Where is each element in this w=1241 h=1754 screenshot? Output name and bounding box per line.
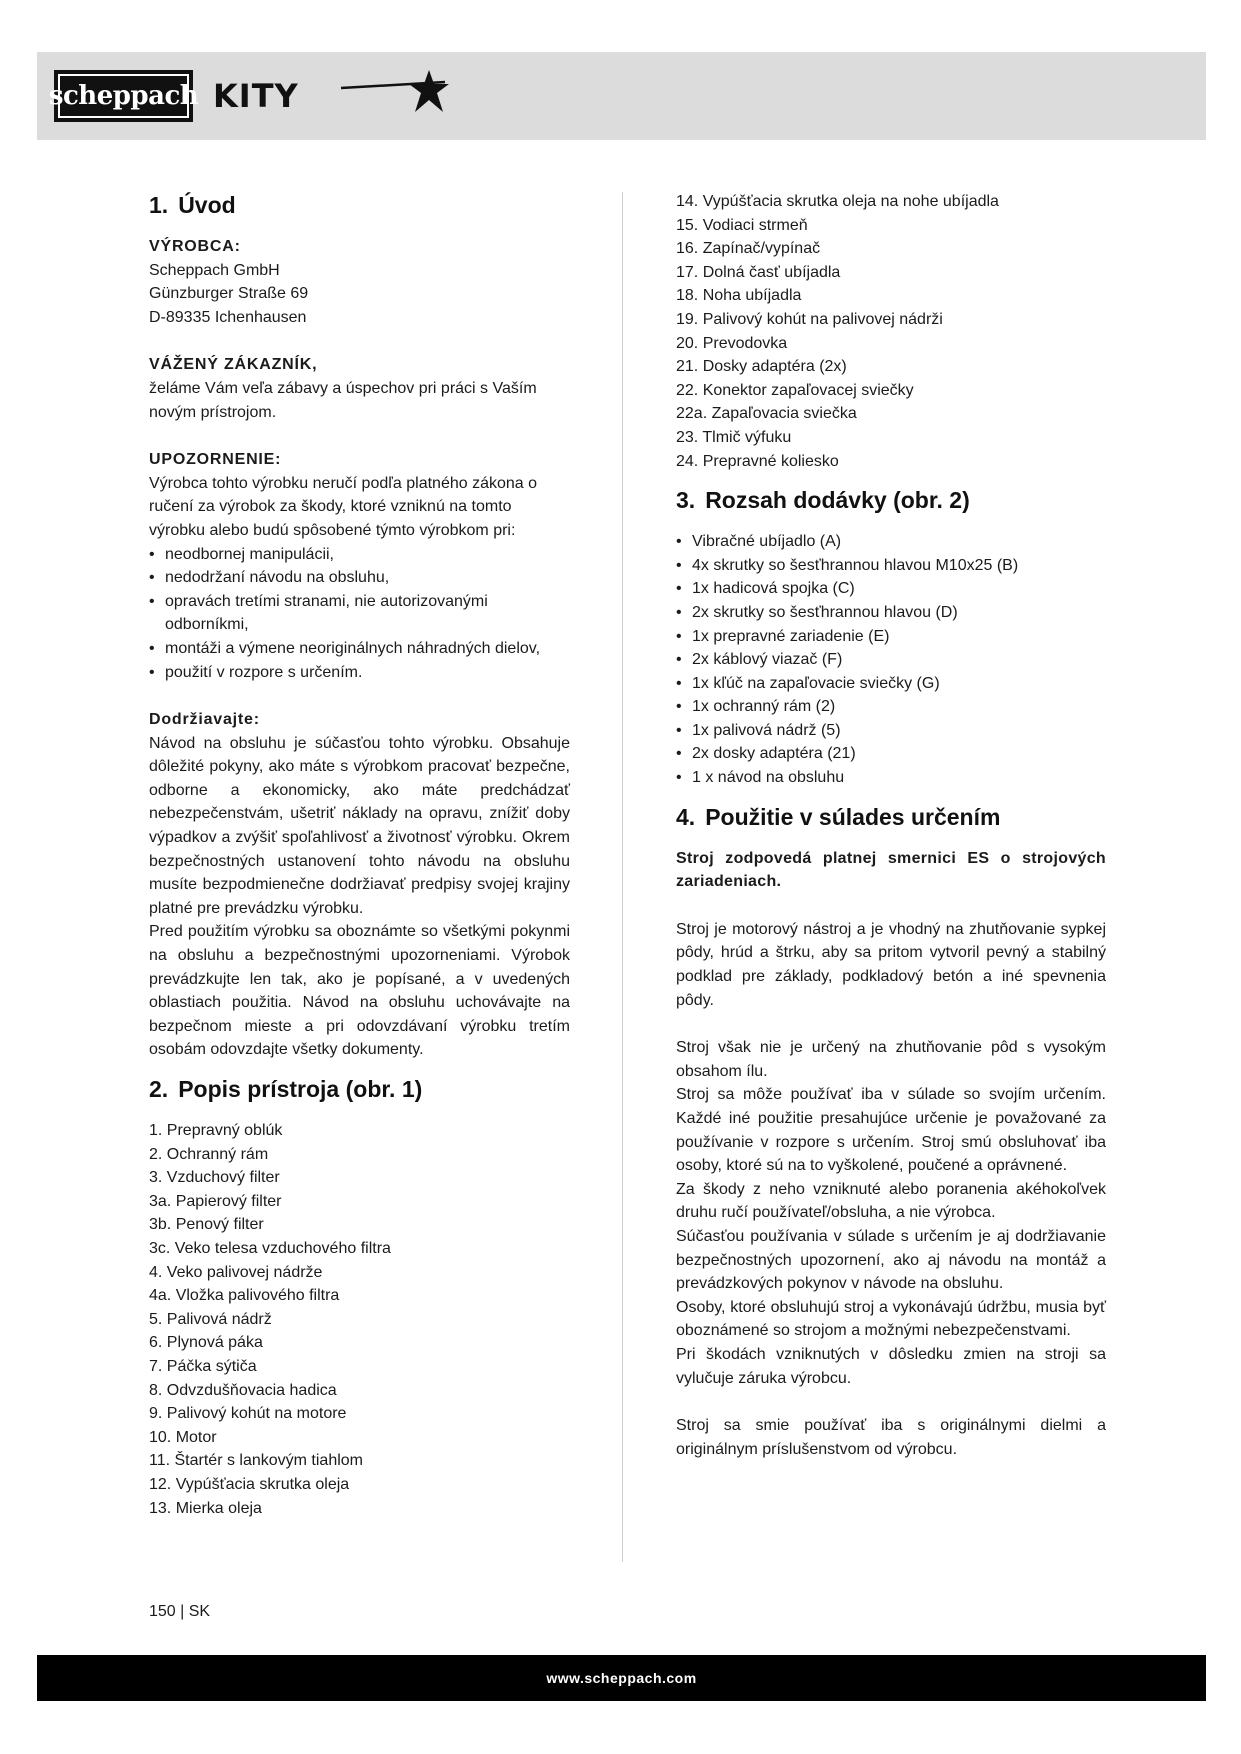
left-column [149,190,570,1520]
list-item: 23. Tlmič výfuku [676,428,792,446]
section-3-number: 3. [676,487,696,514]
kity-logo-text: KITY [213,77,299,115]
list-item: 16. Zapínač/vypínač [676,240,821,258]
section-4-number: 4. [676,803,696,830]
list-item: • 1 x návod na obsluhu [676,766,1106,790]
section-4-title: Použitie v súlades určením [705,803,1001,830]
list-item: • 1x ochranný rám (2) [676,695,1106,719]
list-item: 13. Mierka oleja [149,1499,262,1517]
section-4-paragraph: Súčasťou používania v súlade s určením je aj dodržiavanie bezpečnostných upozornení, ako aj návodu na montáž a prevádzkových pokynov v návode na obsluhu. [676,1227,1106,1293]
notice-text: Výrobca tohto výrobku neručí podľa platného zákona o ručení za výrobok za škody, ktoré vzniknú na tomto výrobku alebo budú spôsobené týmto výrobkom pri: [149,474,538,539]
section-2-heading [149,1074,570,1104]
observe-label: Dodržiavajte: [149,711,260,729]
list-item: 3c. Veko telesa vzduchového filtra [149,1239,391,1257]
section-4-paragraph: Osoby, ktoré obsluhujú stroj a vykonávajú údržbu, musia byť oboznámené so strojom a možnými nebezpečenstvami. [676,1298,1106,1340]
woodstar-logo [337,66,467,122]
list-item: 22a. Zapaľovacia sviečka [676,405,857,423]
list-item: • montáži a výmene neoriginálnych náhradných dielov, [149,637,570,661]
list-item: • Vibračné ubíjadlo (A) [676,530,1106,554]
list-item: 21. Dosky adaptéra (2x) [676,358,847,376]
parts-list-right [676,190,1106,473]
header-bar [37,52,1206,140]
manufacturer-label: VÝROBCA: [149,238,241,255]
list-item: 7. Páčka sýtiča [149,1357,257,1375]
manufacturer-line: D-89335 Ichenhausen [149,308,307,326]
section-1-heading [149,190,570,220]
list-item: 4a. Vložka palivového filtra [149,1287,340,1305]
list-item: 5. Palivová nádrž [149,1310,272,1328]
list-item: • 1x kľúč na zapaľovacie sviečky (G) [676,672,1106,696]
column-divider [622,192,623,1562]
list-item: • 1x prepravné zariadenie (E) [676,625,1106,649]
right-column [676,190,1106,1461]
manufacturer-line: Scheppach GmbH [149,261,280,279]
list-item: 15. Vodiaci strmeň [676,216,808,234]
kity-logo [213,72,299,120]
list-item: 11. Štartér s lankovým tiahlom [149,1452,364,1470]
section-4-paragraph: Stroj sa môže používať iba v súlade so svojím určením. Každé iné použitie presahujúce určenie je považované za používanie v rozpore s určením. Stroj smú obsluhovať iba osoby, ktoré sú na to vyškolené, poučené a oprávnené. [676,1086,1106,1175]
section-4-paragraph: Stroj je motorový nástroj a je vhodný na zhutňovanie sypkej pôdy, hrúd a štrku, aby sa pritom vytvoril pevný a stabilný podklad pre základy, podkladový betón a iné spevnenia pôdy. [676,920,1106,1009]
list-item: • 2x skrutky so šesťhrannou hlavou (D) [676,601,1106,625]
woodstar-star-icon [337,66,467,122]
list-item: 20. Prevodovka [676,334,788,352]
section-2-title: Popis prístroja (obr. 1) [178,1076,423,1102]
section-3-title: Rozsah dodávky (obr. 2) [705,487,970,514]
list-item: 18. Noha ubíjadla [676,287,802,305]
section-4-heading [676,802,1106,832]
delivery-list [676,530,1106,790]
list-item: • neodbornej manipulácii, [149,543,570,567]
list-item: 22. Konektor zapaľovacej sviečky [676,381,914,399]
customer-text: želáme Vám veľa zábavy a úspechov pri práci s Vaším novým prístrojom. [149,379,537,421]
section-1-title: Úvod [178,192,236,218]
list-item: 3. Vzduchový filter [149,1169,280,1187]
list-item: • 4x skrutky so šesťhrannou hlavou M10x25 (B) [676,554,1106,578]
notice-label: UPOZORNENIE: [149,451,282,469]
scheppach-logo [48,70,199,122]
list-item: 3b. Penový filter [149,1216,264,1234]
website-link[interactable]: www.scheppach.com [546,1670,697,1686]
list-item: • 1x hadicová spojka (C) [676,577,1106,601]
list-item: • 2x káblový viazač (F) [676,648,1106,672]
manufacturer-line: Günzburger Straße 69 [149,285,309,303]
list-item: • opravách tretími stranami, nie autorizovanými odborníkmi, [149,590,570,637]
parts-list-left [149,1119,570,1520]
list-item: 8. Odvzdušňovacia hadica [149,1381,337,1399]
list-item: 14. Vypúšťacia skrutka oleja na nohe ubíjadla [676,193,999,210]
observe-text: Pred použitím výrobku sa oboznámte so všetkými pokynmi na obsluhu a bezpečnostnými upozorneniami. Výrobok prevádzkujte len tak, ako je popísané, a v uvedených oblastiach použitia. Návod na obsluhu uchovávajte na bezpečnom mieste a pri odovzdávaní výrobku tretím osobám odovzdajte všetky dokumenty. [149,923,570,1059]
list-item: 17. Dolná časť ubíjadla [676,263,841,281]
section-4-paragraph: Stroj sa smie používať iba s originálnymi dielmi a originálnym príslušenstvom od výrobcu. [676,1417,1106,1458]
section-3-heading [676,485,1106,515]
customer-label: VÁŽENÝ ZÁKAZNÍK, [149,356,318,374]
list-item: 2. Ochranný rám [149,1145,269,1163]
list-item: 19. Palivový kohút na palivovej nádrži [676,310,943,328]
list-item: • 2x dosky adaptéra (21) [676,742,1106,766]
section-4-paragraph: Pri škodách vzniknutých v dôsledku zmien na stroji sa vylučuje záruka výrobcu. [676,1345,1106,1387]
list-item: 10. Motor [149,1428,217,1446]
list-item: 12. Vypúšťacia skrutka oleja [149,1475,350,1493]
scheppach-logo-text: scheppach [48,81,199,111]
section-4-lead: Stroj zodpovedá platnej smernici ES o strojových zariadeniach. [676,849,1106,891]
page-number: 150 | SK [149,1603,211,1620]
list-item: 6. Plynová páka [149,1334,263,1352]
section-4-paragraph: Za škody z neho vzniknuté alebo poranenia akéhokoľvek druhu ručí používateľ/obsluha, a nie výrobca. [676,1180,1106,1222]
list-item: • nedodržaní návodu na obsluhu, [149,566,570,590]
list-item: 3a. Papierový filter [149,1192,282,1210]
section-4-paragraph: Stroj však nie je určený na zhutňovanie pôd s vysokým obsahom ílu. [676,1039,1106,1080]
notice-list [149,543,570,685]
list-item: • použití v rozpore s určením. [149,661,570,685]
section-2-number: 2. [149,1076,169,1102]
list-item: 9. Palivový kohút na motore [149,1405,347,1423]
list-item: 4. Veko palivovej nádrže [149,1263,323,1281]
list-item: 1. Prepravný oblúk [149,1122,283,1139]
list-item: 24. Prepravné koliesko [676,452,839,470]
footer-bar [37,1655,1206,1701]
observe-text: Návod na obsluhu je súčasťou tohto výrobku. Obsahuje dôležité pokyny, ako máte s výrobkom pracovať bezpečne, odborne a ekonomicky, ako máte predchádzať nebezpečenstvám, ušetriť náklady na opravu, znížiť doby výpadkov a zvýšiť spoľahlivosť a životnosť výrobku. Okrem bezpečnostných ustanovení tohto návodu na obsluhu musíte bezpodmienečne dodržiavať predpisy svojej krajiny platné pre prevádzku výrobku. [149,734,570,917]
list-item: • 1x palivová nádrž (5) [676,719,1106,743]
section-1-number: 1. [149,192,169,218]
